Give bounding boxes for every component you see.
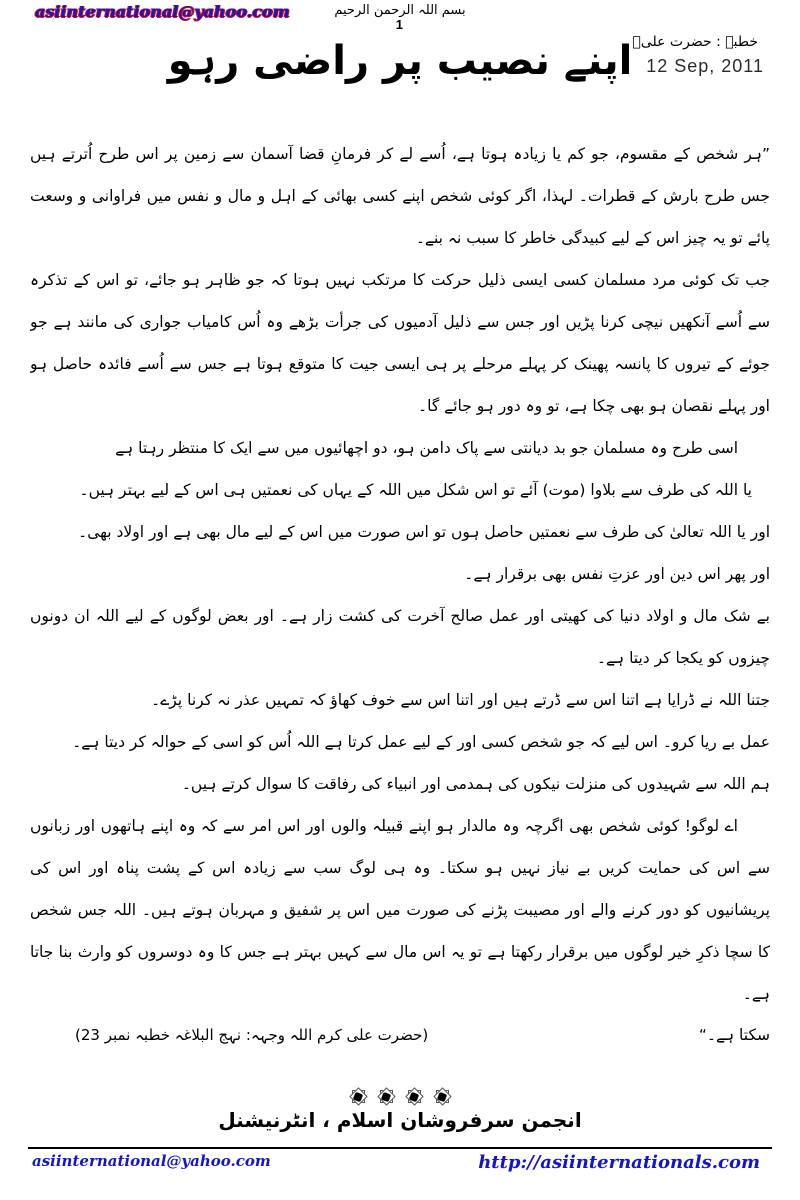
body-paragraph: جب تک کوئی مرد مسلمان کسی ایسی ذلیل حرکت کا مرتکب نہیں ہوتا کہ جو ظاہر ہو جائے، تو اس کے تذکرہ سے اُسے آنکھیں نیچی کرنا پڑیں اور جس سے ذلیل آدمیوں کی جرأت بڑھے وہ اُس کامیاب جواری کی مانند ہے جو جوئے کے تیروں کا پانسہ پھینک کر پہلے مرحلے پر ہی ایسی جیت کا متوقع ہوتا ہے جس سے اُسے فائدہ حاصل ہو اور پہلے نقصان ہو بھی چکا ہے، تو وہ دور ہو جائے گا۔ [30,271,770,415]
document-date: 12 Sep, 2011 [646,56,764,76]
closing-fragment: سکتا ہے۔“ [698,1026,770,1044]
body-paragraph: اے لوگو! کوئی شخص بھی اگرچہ وہ مالدار ہو اپنے قبیلہ والوں اور اس امر سے کہ وہ اپنے ہاتھوں اور زبانوں سے اس کی حمایت کریں بے نیاز نہیں ہو سکتا۔ وہ ہی لوگ سب سے زیادہ اس کے پشت پناہ اور اس کی پریشانیوں کو دور کرنے والے اور مصیبت پڑنے کی صورت میں اس پر شفیق و مہربان ہوتے ہیں۔ اللہ جس شخص کا سچا ذکرِ خیر لوگوں میں برقرار رکھتا ہے تو یہ اس مال سے کہیں بہتر ہے جس کا وہ دوسروں کو وارث بنا جاتا ہے۔ [30,817,770,1003]
star-ornament-icon [406,1088,423,1105]
body-paragraph: جتنا اللہ نے ڈرایا ہے اتنا اس سے ڈرتے ہیں اور اتنا اس سے خوف کھاؤ کہ تمہیں عذر نہ کرنا پڑے۔ [151,691,770,709]
organization-name: انجمن سرفروشان اسلام ، انٹرنیشنل [218,1108,582,1132]
body-paragraph: عمل بے ریا کرو۔ اس لیے کہ جو شخص کسی اور کے لیے عمل کرتا ہے اللہ اُس کو اسی کے حوالہ کر دیتا ہے۔ [72,733,770,751]
khutba-attribution: خطبہ : حضرت علیؑ [632,34,758,50]
body-paragraph: اسی طرح وہ مسلمان جو بد دیانتی سے پاک دامن ہو، دو اچھائیوں میں سے ایک کا منتظر رہتا ہے [115,439,738,457]
star-ornament-icon [378,1088,395,1105]
star-ornament-icon [434,1088,451,1105]
star-ornament-icon [350,1088,367,1105]
page-number: 1 [395,17,404,32]
closing-line [30,1026,770,1044]
footer-divider [28,1147,772,1149]
ornaments-row [0,1088,800,1105]
body-paragraph: ہم اللہ سے شہیدوں کی منزلت نیکوں کی ہمدمی اور انبیاء کی رفاقت کا سوال کرتے ہیں۔ [181,775,770,793]
body-text [30,133,770,1025]
website-link[interactable]: http://asiinternationals.com [478,1152,760,1173]
body-paragraph: ”ہر شخص کے مقسوم، جو کم یا زیادہ ہوتا ہے، اُسے لے کر فرمانِ قضا آسمان سے زمین پر اس طرح اُترتے ہیں جس طرح بارش کے قطرات۔ لہذا، اگر کوئی شخص اپنے کسی بھائی کے اہل و مال و نفس میں فراوانی و وسعت پائے تو یہ چیز اس کے لیے کبیدگی خاطر کا سبب نہ بنے۔ [30,145,770,247]
body-paragraph: یا اللہ کی طرف سے بلاوا (موت) آئے تو اس شکل میں اللہ کے یہاں کی نعمتیں ہی اس کے لیے بہتر ہیں۔ [79,481,752,499]
email-top-link[interactable]: asiinternational@yahoo.com [35,2,290,21]
body-paragraph: اور یا اللہ تعالیٰ کی طرف سے نعمتیں حاصل ہوں تو اس صورت میں اس کے لیے مال بھی ہے اور اولاد بھی۔ [78,523,770,541]
body-paragraph [30,1015,770,1025]
body-paragraph: اور پھر اس دین اور عزتِ نفس بھی برقرار ہے۔ [464,565,770,583]
narrator-attribution: (حضرت علی کرم اللہ وجہہ: نہج البلاغہ خطبہ نمبر 23) [75,1026,429,1044]
email-bottom-link[interactable]: asiinternational@yahoo.com [32,1152,271,1170]
body-paragraph: بے شک مال و اولاد دنیا کی کھیتی اور عمل صالح آخرت کی کشت زار ہے۔ اور بعض لوگوں کے لیے اللہ ان دونوں چیزوں کو یکجا کر دیتا ہے۔ [30,607,770,667]
bismillah-text: بسم اللہ الرحمن الرحیم [334,3,466,18]
page-title: اپنے نصیب پر راضی رہو [167,38,633,84]
